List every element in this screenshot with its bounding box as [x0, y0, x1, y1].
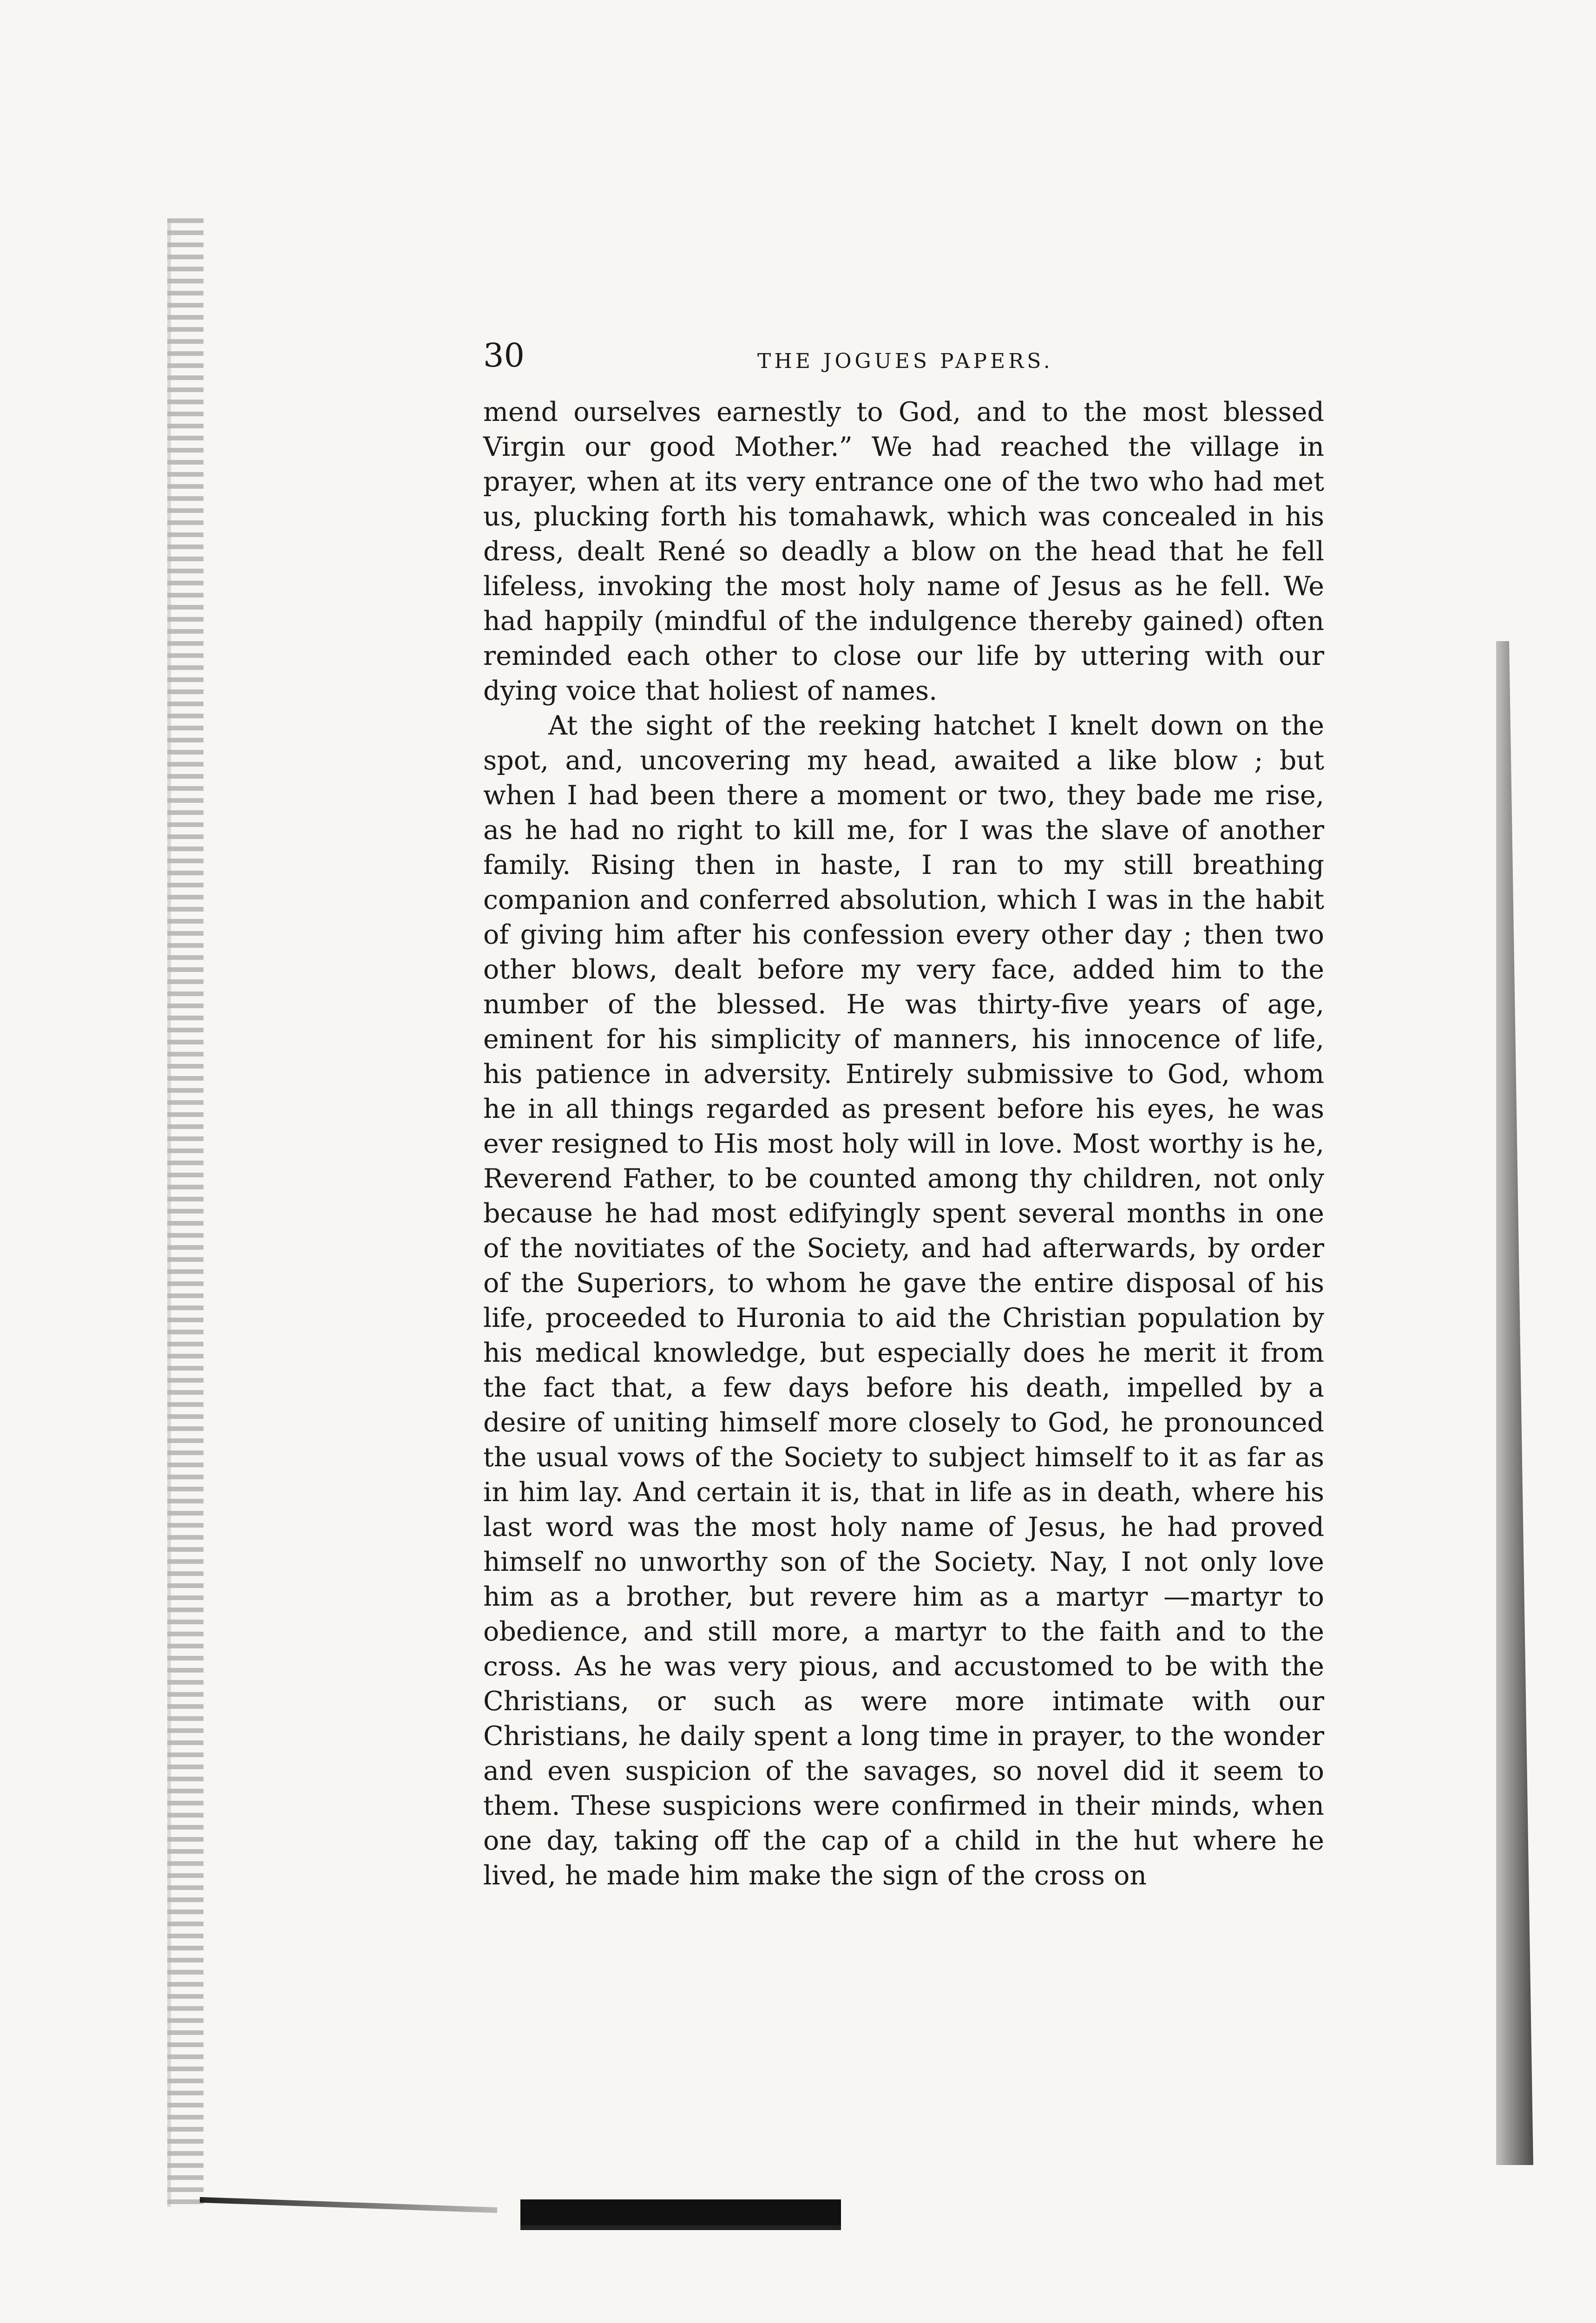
- main-text: [483, 395, 1324, 1893]
- page-bottom-bar: [520, 2199, 841, 2225]
- paragraph-1: mend ourselves earnestly to God, and to the most blessed Virgin our good Mother.” We had reached the village in prayer, when at its very entrance one of the two who had met us, plucking forth his tomahawk, which was concealed in his dress, dealt René so deadly a blow on the head that he fell lifeless, invoking the most holy name of Jesus as he fell. We had happily (mindful of the indulgence thereby gained) often reminded each other to close our life by uttering with our dying voice that holiest of names.: [483, 397, 1324, 706]
- page-number: 30: [483, 336, 525, 374]
- bottom-page-edge: [200, 2197, 497, 2213]
- paragraph-2: At the sight of the reeking hatchet I knelt down on the spot, and, uncovering my head, awaited a like blow ; but when I had been there a moment or two, they bade me rise, as he had no right to kill me, for I was the slave of another family. Rising then in haste, I ran to my still breathing companion and conferred absolution, which I was in the habit of giving him after his confession every other day ; then two other blows, dealt before my very face, added him to the number of the blessed. He was thirty-five years of age, eminent for his simplicity of manners, his innocence of life, his patience in adversity. Entirely submissive to God, whom he in all things regarded as present before his eyes, he was ever resigned to His most holy will in love. Most worthy is he, Reverend Father, to be counted among thy children, not only because he had most edifyingly spent several months in one of the novitiates of the Society, and had afterwards, by order of the Superiors, to whom he gave the entire disposal of his life, proceeded to Huronia to aid the Christian population by his medical knowledge, but especially does he merit it from the fact that, a few days before his death, impelled by a desire of uniting himself more closely to God, he pronounced the usual vows of the Society to subject himself to it as far as in him lay. And certain it is, that in life as in death, where his last word was the most holy name of Jesus, he had proved himself no unworthy son of the Society. Nay, I not only love him as a brother, but revere him as a martyr —martyr to obedience, and still more, a martyr to the faith and to the cross. As he was very pious, and accustomed to be with the Christians, or such as were more intimate with our Christians, he daily spent a long time in prayer, to the wonder and even suspicion of the savages, so novel did it seem to them. These suspicions were confirmed in their minds, when one day, taking off the cap of a child in the hut where he lived, he made him make the sign of the cross on: [483, 710, 1324, 1891]
- running-title: THE JOGUES PAPERS.: [757, 349, 1053, 373]
- right-binding-shadow: [1496, 641, 1533, 2165]
- left-binding-shadow: [167, 218, 204, 2207]
- page-header: [483, 325, 1436, 372]
